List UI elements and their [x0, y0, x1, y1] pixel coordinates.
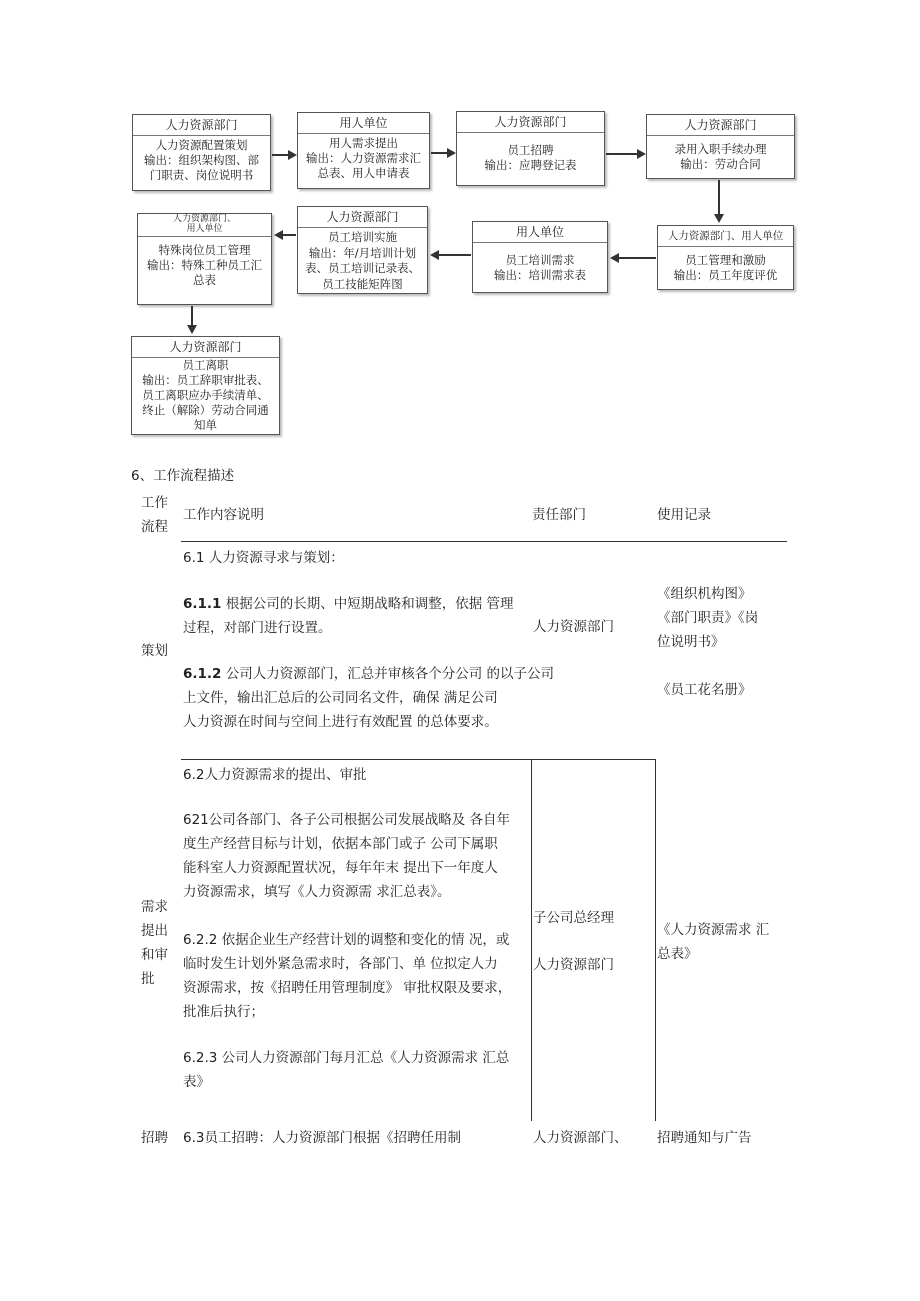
- header-record: 使用记录: [657, 507, 711, 523]
- flow-box-head: 用人单位: [473, 222, 607, 243]
- flow-box-head: 人力资源部门: [298, 207, 427, 228]
- flow-line: 需求: [141, 899, 168, 915]
- header-flow-line: 工作: [141, 495, 168, 511]
- paragraph-line: 过程，对部门进行设置。: [183, 620, 332, 636]
- record-line: 位说明书》: [657, 634, 725, 650]
- flow-box-line: 用人需求提出: [329, 136, 398, 150]
- arrow-right-icon: [637, 149, 646, 159]
- record-line: 《人力资源需求 汇: [657, 922, 770, 938]
- record-line: 总表》: [657, 946, 698, 962]
- flow-box-line: 员工离职: [182, 358, 229, 372]
- record-line: 《组织机构图》: [657, 586, 752, 602]
- flow-box-line: 员工培训实施: [328, 230, 397, 244]
- record-line: 《员工花名册》: [657, 682, 752, 698]
- flow-box-management: [657, 225, 794, 290]
- demand-records: [657, 918, 787, 966]
- flow-box-line: 总表: [193, 273, 216, 287]
- demand-dept-1: 子公司总经理: [533, 910, 614, 926]
- paragraph-line: 上文件，输出汇总后的公司同名文件，确保 满足公司: [183, 690, 498, 706]
- flow-box-recruit: [456, 111, 605, 186]
- demand-item-6-2-3: [183, 1046, 529, 1094]
- demand-item-6-2-1: [183, 808, 529, 904]
- flow-box-head-line: 用人单位: [186, 224, 223, 234]
- flow-box-line: 输出：组织架构图、部: [144, 153, 259, 167]
- flow-box-special-post: [137, 213, 272, 305]
- flow-box-line: 门职责、岗位说明书: [149, 168, 254, 182]
- arrow-right-icon: [288, 150, 297, 160]
- flow-box-line: 人力资源配置策划: [155, 138, 248, 152]
- paragraph-line: 6.2.3 公司人力资源部门每月汇总《人力资源需求 汇总: [183, 1050, 510, 1066]
- flow-box-head: 用人单位: [298, 113, 429, 134]
- arrow-right-icon: [447, 148, 456, 158]
- column-divider: [531, 759, 532, 1121]
- flow-arrow: [439, 254, 471, 256]
- flow-box-training-need: [472, 221, 608, 293]
- flow-arrow: [431, 152, 447, 154]
- flow-box-line: 员工管理和激励: [685, 253, 766, 267]
- flow-box-line: 表、员工培训记录表、: [305, 261, 420, 275]
- flow-arrow: [272, 154, 288, 156]
- paragraph-line: 6.2.2 依据企业生产经营计划的调整和变化的情 况，或: [183, 932, 510, 948]
- flow-box-line: 录用入职手续办理: [674, 142, 767, 156]
- recruit-dept: 人力资源部门、: [533, 1130, 628, 1146]
- paragraph-line: 临时发生计划外紧急需求时，各部门、单 位拟定人力: [183, 956, 498, 972]
- paragraph-line: [183, 662, 583, 686]
- planning-heading: 6.1 人力资源寻求与策划：: [183, 550, 344, 566]
- flow-recruit: 招聘: [141, 1130, 168, 1146]
- arrow-down-icon: [187, 325, 197, 334]
- flow-line: 批: [141, 971, 155, 987]
- flow-box-line: 员工培训需求: [505, 253, 575, 267]
- demand-item-6-2-2: [183, 928, 529, 1024]
- recruit-record: 招聘通知与广告: [657, 1130, 752, 1146]
- flow-box-line: 输出：年/月培训计划: [308, 245, 417, 260]
- flow-box-training-impl: [297, 206, 428, 294]
- flow-box-head: 人力资源部门: [133, 115, 270, 136]
- header-flow: [141, 491, 168, 539]
- flow-planning: 策划: [141, 643, 168, 659]
- flow-line: 和审: [141, 947, 168, 963]
- flow-line: 提出: [141, 923, 168, 939]
- flow-box-line: 员工招聘: [507, 143, 554, 157]
- flow-box-line: 输出：特殊工种员工汇: [147, 258, 262, 272]
- flow-box-line: 输出：培训需求表: [494, 268, 586, 282]
- header-dept: 责任部门: [532, 507, 586, 523]
- flow-box-line: 特殊岗位员工管理: [158, 243, 251, 257]
- flow-box-head: 人力资源部门: [457, 112, 604, 133]
- flow-arrow: [619, 257, 656, 259]
- flow-box-line: 知单: [194, 418, 217, 432]
- flow-box-line: 输出：劳动合同: [680, 157, 761, 171]
- arrow-left-icon: [430, 250, 439, 260]
- planning-records: [657, 582, 787, 702]
- paragraph-line: 度生产经营目标与计划，依据本部门或子 公司下属职: [183, 836, 498, 852]
- record-line: 《部门职责》《岗: [657, 610, 759, 626]
- flow-box-line: 员工离职应办手续清单、: [142, 388, 269, 402]
- planning-item-6-1-2: [183, 662, 583, 734]
- flow-arrow: [283, 234, 296, 236]
- section-title: 6、工作流程描述: [131, 468, 235, 484]
- column-divider: [655, 759, 656, 1121]
- arrow-left-icon: [610, 253, 619, 263]
- header-flow-line: 流程: [141, 519, 168, 535]
- item-number: 6.1.1: [183, 596, 222, 612]
- recruit-content: 6.3员工招聘：人力资源部门根据《招聘任用制: [183, 1130, 461, 1146]
- flow-box-line: 输出：应聘登记表: [484, 158, 577, 172]
- paragraph-line: 批准后执行；: [183, 1004, 264, 1020]
- demand-dept-2: 人力资源部门: [533, 957, 614, 973]
- paragraph-line: 资源需求，按《招聘任用管理制度》 审批权限及要求，: [183, 980, 512, 996]
- item-text: 根据公司的长期、中短期战略和调整，依据 管理: [225, 596, 514, 612]
- item-number: 6.1.2: [183, 666, 222, 682]
- arrow-left-icon: [274, 230, 283, 240]
- flow-box-line: 员工技能矩阵图: [322, 276, 403, 291]
- flow-box-head-line: 人力资源部门、: [172, 214, 236, 224]
- flow-box-line: 终止（解除）劳动合同通: [142, 403, 269, 417]
- flow-box-head: 人力资源部门: [647, 115, 794, 136]
- flow-box-hr-planning: [132, 114, 271, 191]
- flow-box-line: 输出：人力资源需求汇: [306, 151, 421, 165]
- flow-demand: [141, 895, 168, 991]
- flow-box-line: 总表、用人申请表: [317, 166, 410, 180]
- item-text: 公司人力资源部门，汇总并审核各个分公司 的以子公司: [225, 666, 555, 682]
- flow-box-head: [138, 214, 271, 237]
- paragraph-line: [183, 592, 533, 616]
- flow-box-onboarding: [646, 114, 795, 179]
- header-divider: [181, 541, 787, 542]
- paragraph-line: 621公司各部门、各子公司根据公司发展战略及 各自年: [183, 812, 511, 828]
- arrow-down-icon: [714, 214, 724, 223]
- header-content: 工作内容说明: [183, 507, 264, 523]
- flow-box-line: 输出：员工年度评优: [673, 268, 778, 282]
- flow-box-demand: [297, 112, 430, 189]
- paragraph-line: 力资源需求，填写《人力资源需 求汇总表》。: [183, 884, 451, 900]
- flow-box-head: 人力资源部门: [132, 337, 279, 358]
- demand-heading: 6.2人力资源需求的提出、审批: [183, 767, 367, 783]
- paragraph-line: 表》: [183, 1074, 210, 1090]
- flow-arrow: [606, 153, 637, 155]
- paragraph-line: 人力资源在时间与空间上进行有效配置 的总体要求。: [183, 714, 498, 730]
- flow-box-head: 人力资源部门、用人单位: [658, 226, 793, 247]
- planning-item-6-1-1: [183, 592, 533, 640]
- flow-box-line: 输出：员工辞职审批表、: [142, 373, 269, 387]
- flow-arrow: [191, 306, 193, 326]
- row-divider: [181, 759, 656, 760]
- paragraph-line: 能科室人力资源配置状况，每年年末 提出下一年度人: [183, 860, 498, 876]
- planning-dept: 人力资源部门: [533, 619, 614, 635]
- flow-box-resignation: [131, 336, 280, 435]
- flow-arrow: [718, 180, 720, 215]
